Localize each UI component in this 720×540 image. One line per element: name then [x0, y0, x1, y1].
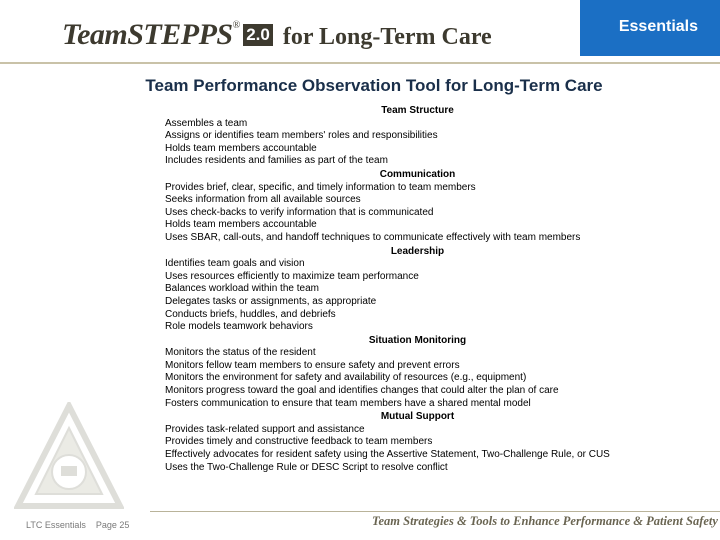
- footer-divider: [150, 511, 720, 512]
- list-item: Uses resources efficiently to maximize team performance: [165, 270, 419, 282]
- list-item: Seeks information from all available sources: [165, 194, 361, 206]
- section-situation-monitoring: [165, 335, 670, 411]
- section-leadership: [165, 246, 670, 334]
- list-item: Identifies team goals and vision: [165, 258, 305, 270]
- teamstepps-triangle-icon: [14, 402, 124, 512]
- logo-version: 2.0: [243, 24, 273, 46]
- page-number: Page 25: [95, 520, 130, 530]
- list-item: Assembles a team: [165, 117, 248, 129]
- list-item: Provides brief, clear, specific, and timely information to team members: [165, 181, 476, 193]
- list-item: Effectively advocates for resident safety using the Assertive Statement, Two-Challenge Rule, or CUS: [165, 449, 610, 461]
- section-item-list: [165, 424, 670, 474]
- section-team-structure: [165, 105, 670, 168]
- section-mutual-support: [165, 411, 670, 474]
- section-heading: Leadership: [390, 245, 445, 257]
- list-item: Monitors progress toward the goal and identifies changes that could alter the plan of care: [165, 385, 559, 397]
- list-item: Holds team members accountable: [165, 219, 317, 231]
- list-item: Provides task-related support and assistance: [165, 423, 365, 435]
- list-item: Role models teamwork behaviors: [165, 321, 313, 333]
- list-item: Monitors fellow team members to ensure safety and prevent errors: [165, 359, 460, 371]
- section-item-list: [165, 182, 670, 245]
- list-item: Uses SBAR, call-outs, and handoff techniques to communicate effectively with team members: [165, 231, 581, 243]
- list-item: Delegates tasks or assignments, as appropriate: [165, 295, 377, 307]
- list-item: Includes residents and families as part of the team: [165, 155, 388, 167]
- section-item-list: [165, 347, 670, 410]
- list-item: Uses the Two-Challenge Rule or DESC Script to resolve conflict: [165, 461, 448, 473]
- essentials-badge: Essentials: [580, 0, 720, 56]
- section-item-list: [165, 118, 670, 168]
- section-heading: Team Structure: [381, 105, 454, 116]
- list-item: Fosters communication to ensure that team members have a shared mental model: [165, 397, 531, 409]
- section-heading: Communication: [379, 168, 456, 180]
- list-item: Conducts briefs, huddles, and debriefs: [165, 308, 336, 320]
- observation-tool-content: [165, 104, 670, 474]
- header: [0, 0, 720, 62]
- footer-tagline: Team Strategies & Tools to Enhance Performance & Patient Safety: [372, 514, 718, 528]
- page-title: Team Performance Observation Tool for Long-Term Care: [145, 76, 603, 95]
- list-item: Monitors the status of the resident: [165, 347, 316, 359]
- logo-subtitle: for Long-Term Care: [282, 24, 492, 50]
- list-item: Assigns or identifies team members' roles and responsibilities: [165, 130, 438, 142]
- teamstepps-logo: [62, 18, 492, 52]
- section-communication: [165, 169, 670, 245]
- section-heading: Mutual Support: [380, 411, 455, 423]
- logo-team-text: TeamSTEPPS: [62, 18, 233, 51]
- section-heading: Situation Monitoring: [368, 334, 467, 346]
- list-item: Balances workload within the team: [165, 283, 319, 295]
- footer-module-label: LTC Essentials: [26, 520, 86, 530]
- list-item: Uses check-backs to verify information that is communicated: [165, 206, 434, 218]
- footer-left: [26, 520, 129, 530]
- list-item: Provides timely and constructive feedback to team members: [165, 436, 433, 448]
- section-item-list: [165, 258, 670, 334]
- header-divider: [0, 62, 720, 64]
- list-item: Holds team members accountable: [165, 142, 317, 154]
- list-item: Monitors the environment for safety and availability of resources (e.g., equipment): [165, 372, 527, 384]
- logo-registered-mark: ®: [232, 20, 241, 31]
